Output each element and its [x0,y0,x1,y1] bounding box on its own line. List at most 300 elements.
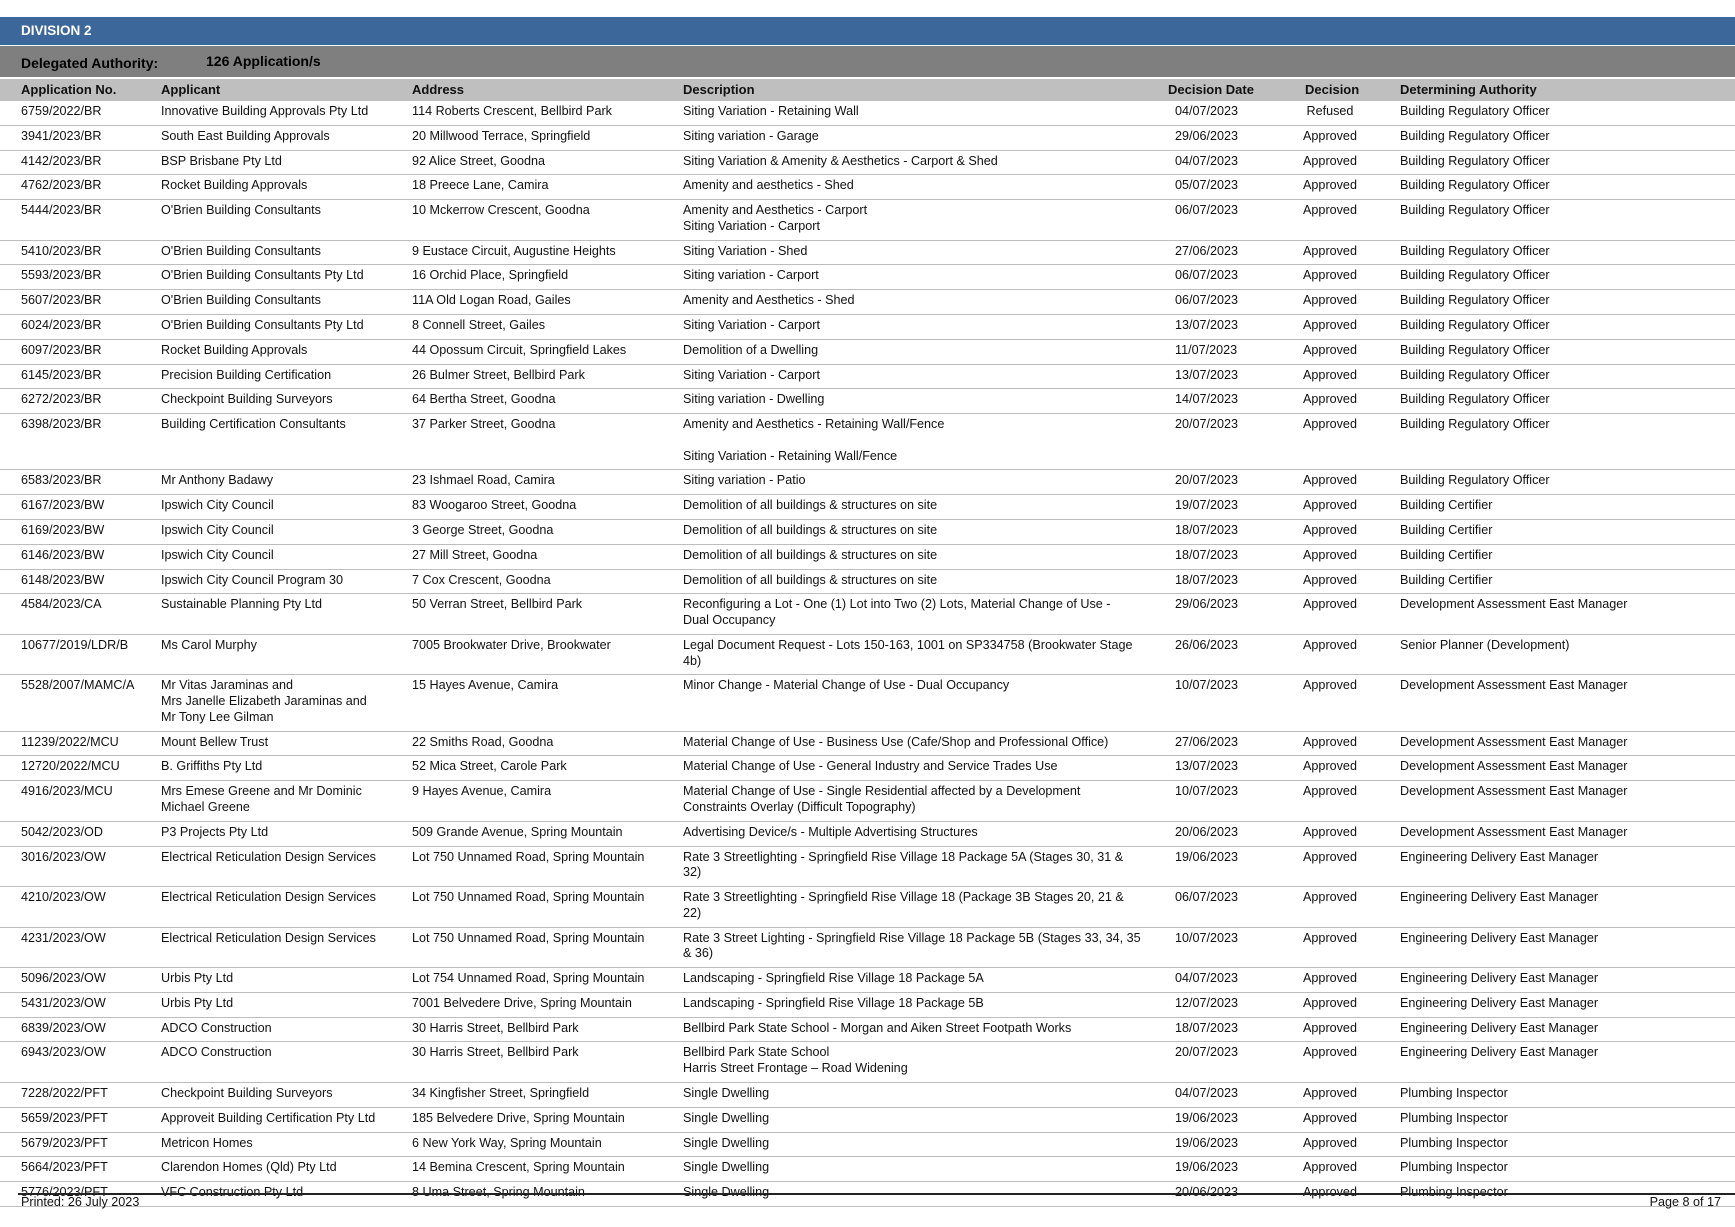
cell-decision: Approved [1303,243,1357,258]
cell-decision-date: 20/06/2023 [1175,824,1239,839]
cell-decision: Approved [1303,995,1357,1010]
header-decision-date: Decision Date [1168,82,1254,97]
table-row [0,847,1735,888]
cell-decision-date: 06/07/2023 [1175,203,1239,218]
cell-decision-date: 18/07/2023 [1175,1020,1239,1035]
cell-decision-date: 18/07/2023 [1175,523,1239,538]
table-row [0,495,1735,520]
cell-decision-date: 04/07/2023 [1175,971,1239,986]
table-row [0,389,1735,414]
header-application-no: Application No. [21,82,117,97]
cell-description: Single Dwelling [683,1110,770,1125]
cell-description: Amenity and aesthetics - Shed [683,178,854,193]
application-count: 126 Application/s [206,53,321,69]
cell-decision-date: 19/06/2023 [1175,849,1239,864]
cell-address: 34 Kingfisher Street, Springfield [412,1085,590,1100]
cell-determining-authority: Building Certifier [1400,498,1493,513]
cell-address: 7001 Belvedere Drive, Spring Mountain [412,995,632,1010]
cell-description: Single Dwelling [683,1085,770,1100]
cell-determining-authority: Plumbing Inspector [1400,1160,1508,1175]
cell-determining-authority: Engineering Delivery East Manager [1400,971,1599,986]
cell-application-no: 6024/2023/BR [21,318,102,333]
cell-decision: Approved [1303,759,1357,774]
cell-description: Bellbird Park State School Harris Street Frontage – Road Widening [683,1045,908,1076]
table-row [0,126,1735,151]
cell-decision-date: 05/07/2023 [1175,178,1239,193]
cell-decision-date: 13/07/2023 [1175,318,1239,333]
cell-decision-date: 20/07/2023 [1175,1045,1239,1060]
cell-application-no: 6583/2023/BR [21,473,102,488]
cell-determining-authority: Building Certifier [1400,547,1493,562]
cell-applicant: Ms Carol Murphy [161,637,257,652]
cell-decision: Approved [1303,153,1357,168]
cell-determining-authority: Building Regulatory Officer [1400,243,1550,258]
cell-decision: Approved [1303,1085,1357,1100]
cell-decision: Approved [1303,572,1357,587]
cell-decision: Approved [1303,178,1357,193]
division-header: DIVISION 2 [0,17,1735,45]
cell-applicant: Rocket Building Approvals [161,178,308,193]
cell-description: Siting Variation - Retaining Wall [683,104,859,118]
cell-decision-date: 26/06/2023 [1175,637,1239,652]
cell-address: 23 Ishmael Road, Camira [412,473,555,488]
cell-description: Demolition of all buildings & structures on site [683,523,938,538]
cell-address: 22 Smiths Road, Goodna [412,734,554,749]
cell-decision-date: 10/07/2023 [1175,784,1239,799]
cell-description: Rate 3 Street Lighting - Springfield Rise Village 18 Package 5B (Stages 33, 34, 35 & 36) [683,930,1141,961]
cell-decision: Approved [1303,392,1357,407]
cell-applicant: B. Griffiths Pty Ltd [161,759,263,774]
cell-applicant: O'Brien Building Consultants [161,243,321,258]
cell-determining-authority: Engineering Delivery East Manager [1400,930,1599,945]
table-row [0,756,1735,781]
table-row [0,968,1735,993]
cell-application-no: 5528/2007/MAMC/A [21,678,135,693]
cell-applicant: Building Certification Consultants [161,417,346,432]
cell-application-no: 4142/2023/BR [21,153,102,168]
cell-description: Demolition of all buildings & structures on site [683,498,938,513]
cell-decision-date: 19/07/2023 [1175,498,1239,513]
cell-applicant: Ipswich City Council Program 30 [161,572,343,587]
cell-applicant: Clarendon Homes (Qld) Pty Ltd [161,1160,337,1175]
cell-decision: Approved [1303,318,1357,333]
cell-decision: Approved [1303,293,1357,308]
cell-application-no: 4231/2023/OW [21,930,106,945]
cell-application-no: 6943/2023/OW [21,1045,106,1060]
cell-address: 83 Woogaroo Street, Goodna [412,498,577,513]
cell-description: Siting variation - Dwelling [683,392,825,407]
cell-applicant: Ipswich City Council [161,547,274,562]
cell-determining-authority: Building Regulatory Officer [1400,203,1550,218]
cell-determining-authority: Building Regulatory Officer [1400,342,1550,357]
table-row [0,1108,1735,1133]
cell-decision-date: 20/07/2023 [1175,473,1239,488]
cell-decision-date: 13/07/2023 [1175,759,1239,774]
table-row [0,151,1735,176]
cell-address: 20 Millwood Terrace, Springfield [412,128,591,143]
cell-application-no: 6169/2023/BW [21,523,105,538]
cell-applicant: O'Brien Building Consultants Pty Ltd [161,318,364,333]
cell-applicant: Electrical Reticulation Design Services [161,930,376,945]
cell-description: Single Dwelling [683,1160,770,1175]
cell-applicant: Checkpoint Building Surveyors [161,392,333,407]
cell-address: 37 Parker Street, Goodna [412,417,556,432]
cell-description: Siting Variation - Shed [683,243,808,258]
table-row [0,887,1735,928]
cell-application-no: 6839/2023/OW [21,1020,106,1035]
cell-applicant: BSP Brisbane Pty Ltd [161,153,282,168]
table-row [0,241,1735,266]
cell-decision: Refused [1306,104,1354,118]
cell-address: 52 Mica Street, Carole Park [412,759,567,774]
cell-decision-date: 20/07/2023 [1175,417,1239,432]
cell-address: 8 Connell Street, Gailes [412,318,546,333]
cell-address: 92 Alice Street, Goodna [412,153,546,168]
cell-applicant: Urbis Pty Ltd [161,971,234,986]
cell-decision: Approved [1303,417,1357,432]
cell-address: Lot 750 Unnamed Road, Spring Mountain [412,930,645,945]
cell-description: Landscaping - Springfield Rise Village 18 Package 5A [683,971,984,986]
cell-address: 509 Grande Avenue, Spring Mountain [412,824,623,839]
cell-decision: Approved [1303,824,1357,839]
cell-application-no: 4210/2023/OW [21,890,106,905]
cell-decision-date: 29/06/2023 [1175,597,1239,612]
header-applicant: Applicant [161,82,221,97]
cell-decision-date: 18/07/2023 [1175,547,1239,562]
cell-address: 7 Cox Crescent, Goodna [412,572,551,587]
cell-applicant: Precision Building Certification [161,367,332,382]
cell-applicant: Approveit Building Certification Pty Ltd [161,1110,376,1125]
cell-applicant: Rocket Building Approvals [161,342,308,357]
cell-description: Siting Variation & Amenity & Aesthetics - Carport & Shed [683,153,998,168]
cell-determining-authority: Building Regulatory Officer [1400,178,1550,193]
cell-applicant: Mount Bellew Trust [161,734,269,749]
cell-address: 9 Eustace Circuit, Augustine Heights [412,243,616,258]
cell-description: Material Change of Use - Business Use (Cafe/Shop and Professional Office) [683,734,1109,749]
cell-decision: Approved [1303,930,1357,945]
table-row [0,928,1735,969]
cell-decision: Approved [1303,473,1357,488]
cell-address: 11A Old Logan Road, Gailes [412,293,571,308]
cell-decision: Approved [1303,367,1357,382]
cell-address: 64 Bertha Street, Goodna [412,392,556,407]
table-row [0,520,1735,545]
cell-determining-authority: Plumbing Inspector [1400,1085,1508,1100]
cell-applicant: ADCO Construction [161,1045,272,1060]
cell-description: Advertising Device/s - Multiple Advertising Structures [683,824,978,839]
cell-description: Single Dwelling [683,1185,770,1200]
cell-applicant: Electrical Reticulation Design Services [161,890,376,905]
cell-application-no: 5444/2023/BR [21,203,102,218]
cell-decision: Approved [1303,128,1357,143]
table-row [0,822,1735,847]
cell-address: Lot 750 Unnamed Road, Spring Mountain [412,890,645,905]
table-row [0,781,1735,822]
cell-address: 50 Verran Street, Bellbird Park [412,597,583,612]
cell-determining-authority: Engineering Delivery East Manager [1400,995,1599,1010]
cell-application-no: 5593/2023/BR [21,268,102,283]
cell-description: Siting Variation - Carport [683,318,820,333]
cell-address: 7005 Brookwater Drive, Brookwater [412,637,611,652]
cell-address: Lot 750 Unnamed Road, Spring Mountain [412,849,645,864]
cell-determining-authority: Senior Planner (Development) [1400,637,1570,652]
cell-description: Material Change of Use - General Industry and Service Trades Use [683,759,1058,774]
table-row [0,1018,1735,1043]
cell-application-no: 5679/2023/PFT [21,1135,108,1150]
cell-determining-authority: Building Certifier [1400,523,1493,538]
cell-determining-authority: Development Assessment East Manager [1400,597,1628,612]
cell-application-no: 6167/2023/BW [21,498,105,513]
cell-description: Siting Variation - Carport [683,367,820,382]
cell-decision: Approved [1303,678,1357,693]
cell-determining-authority: Building Certifier [1400,572,1493,587]
cell-applicant: O'Brien Building Consultants Pty Ltd [161,268,364,283]
cell-description: Demolition of all buildings & structures on site [683,547,938,562]
header-determining-authority: Determining Authority [1400,82,1537,97]
cell-application-no: 6148/2023/BW [21,572,105,587]
cell-decision-date: 04/07/2023 [1175,1085,1239,1100]
cell-decision: Approved [1303,203,1357,218]
table-row [0,993,1735,1018]
cell-decision-date: 11/07/2023 [1175,342,1238,357]
cell-address: 9 Hayes Avenue, Camira [412,784,552,799]
cell-applicant: Mr Vitas Jaraminas and Mrs Janelle Elizabeth Jaraminas and Mr Tony Lee Gilman [161,678,367,724]
cell-decision-date: 04/07/2023 [1175,104,1239,118]
cell-applicant: Checkpoint Building Surveyors [161,1085,333,1100]
cell-application-no: 5659/2023/PFT [21,1110,108,1125]
cell-application-no: 10677/2019/LDR/B [21,637,129,652]
cell-address: 185 Belvedere Drive, Spring Mountain [412,1110,625,1125]
cell-applicant: South East Building Approvals [161,128,330,143]
cell-application-no: 6398/2023/BR [21,417,102,432]
cell-applicant: Sustainable Planning Pty Ltd [161,597,323,612]
cell-determining-authority: Engineering Delivery East Manager [1400,890,1599,905]
header-decision: Decision [1305,82,1360,97]
delegated-authority-bar [0,46,1735,77]
cell-determining-authority: Plumbing Inspector [1400,1185,1508,1200]
cell-determining-authority: Building Regulatory Officer [1400,417,1550,432]
table-row [0,1133,1735,1158]
cell-decision-date: 10/07/2023 [1175,930,1239,945]
table-row [0,265,1735,290]
table-row [0,1157,1735,1182]
cell-decision: Approved [1303,1045,1357,1060]
table-row [0,414,1735,470]
cell-description: Siting variation - Garage [683,128,819,143]
cell-applicant: Mrs Emese Greene and Mr Dominic Michael Greene [161,784,362,814]
cell-decision-date: 18/07/2023 [1175,572,1239,587]
footer-divider [18,1193,1735,1195]
table-row [0,175,1735,200]
table-row [0,200,1735,241]
table-row [0,340,1735,365]
cell-description: Siting variation - Patio [683,473,806,488]
cell-decision-date: 20/06/2023 [1175,1185,1239,1200]
cell-decision-date: 14/07/2023 [1175,392,1239,407]
cell-determining-authority: Plumbing Inspector [1400,1135,1508,1150]
table-row [0,635,1735,676]
cell-description: Demolition of all buildings & structures on site [683,572,938,587]
cell-applicant: O'Brien Building Consultants [161,293,321,308]
cell-determining-authority: Engineering Delivery East Manager [1400,849,1599,864]
cell-determining-authority: Building Regulatory Officer [1400,293,1550,308]
cell-application-no: 5042/2023/OD [21,824,103,839]
cell-determining-authority: Building Regulatory Officer [1400,392,1550,407]
cell-decision: Approved [1303,268,1357,283]
table-row [0,545,1735,570]
cell-address: 44 Opossum Circuit, Springfield Lakes [412,342,627,357]
cell-address: 114 Roberts Crescent, Bellbird Park [412,104,612,118]
cell-application-no: 3016/2023/OW [21,849,106,864]
cell-application-no: 6146/2023/BW [21,547,105,562]
cell-decision-date: 13/07/2023 [1175,367,1239,382]
cell-decision: Approved [1303,1185,1357,1200]
cell-applicant: Mr Anthony Badawy [161,473,274,488]
cell-decision-date: 27/06/2023 [1175,734,1239,749]
cell-decision-date: 10/07/2023 [1175,678,1239,693]
cell-determining-authority: Building Regulatory Officer [1400,104,1550,118]
header-address: Address [412,82,465,97]
cell-determining-authority: Building Regulatory Officer [1400,128,1550,143]
cell-decision: Approved [1303,547,1357,562]
cell-decision-date: 27/06/2023 [1175,243,1239,258]
cell-application-no: 4762/2023/BR [21,178,102,193]
cell-decision: Approved [1303,890,1357,905]
cell-decision: Approved [1303,734,1357,749]
cell-applicant: ADCO Construction [161,1020,272,1035]
cell-address: 10 Mckerrow Crescent, Goodna [412,203,590,218]
cell-applicant: Urbis Pty Ltd [161,995,234,1010]
cell-determining-authority: Building Regulatory Officer [1400,473,1550,488]
cell-address: 6 New York Way, Spring Mountain [412,1135,602,1150]
cell-description: Material Change of Use - Single Residential affected by a Development Constraints Overlay (Difficult Topography) [683,784,1081,814]
cell-determining-authority: Development Assessment East Manager [1400,734,1628,749]
cell-determining-authority: Development Assessment East Manager [1400,784,1628,799]
cell-applicant: Ipswich City Council [161,498,274,513]
cell-address: 15 Hayes Avenue, Camira [412,678,559,693]
cell-applicant: Innovative Building Approvals Pty Ltd [161,104,369,118]
cell-decision: Approved [1303,523,1357,538]
cell-application-no: 5096/2023/OW [21,971,106,986]
table-row [0,570,1735,595]
cell-application-no: 11239/2022/MCU [21,734,119,749]
cell-description: Amenity and Aesthetics - Shed [683,293,855,308]
cell-description: Minor Change - Material Change of Use - Dual Occupancy [683,678,1010,693]
cell-determining-authority: Plumbing Inspector [1400,1110,1508,1125]
cell-description: Amenity and Aesthetics - Retaining Wall/Fence Siting Variation - Retaining Wall/Fence [683,417,945,463]
table-row [0,1042,1735,1083]
cell-decision: Approved [1303,1160,1357,1175]
applications-table-body [0,101,1735,1207]
table-header [0,79,1735,101]
cell-application-no: 7228/2022/PFT [21,1085,108,1100]
table-row [0,1083,1735,1108]
cell-decision: Approved [1303,342,1357,357]
table-row [0,470,1735,495]
cell-application-no: 5776/2023/PFT [21,1185,108,1200]
cell-decision: Approved [1303,1020,1357,1035]
cell-address: 8 Uma Street, Spring Mountain [412,1185,585,1200]
cell-address: 3 George Street, Goodna [412,523,554,538]
cell-determining-authority: Development Assessment East Manager [1400,824,1628,839]
cell-decision-date: 19/06/2023 [1175,1160,1239,1175]
cell-applicant: P3 Projects Pty Ltd [161,824,269,839]
cell-decision-date: 29/06/2023 [1175,128,1239,143]
cell-application-no: 5664/2023/PFT [21,1160,108,1175]
cell-decision-date: 06/07/2023 [1175,293,1239,308]
header-description: Description [683,82,755,97]
cell-application-no: 6759/2022/BR [21,104,102,118]
page-number: Page 8 of 17 [1649,1195,1721,1209]
cell-determining-authority: Engineering Delivery East Manager [1400,1045,1599,1060]
cell-description: Siting variation - Carport [683,268,819,283]
cell-description: Demolition of a Dwelling [683,342,819,357]
cell-decision: Approved [1303,498,1357,513]
cell-decision: Approved [1303,784,1357,799]
table-row [0,290,1735,315]
cell-applicant: O'Brien Building Consultants [161,203,321,218]
cell-address: 14 Bemina Crescent, Spring Mountain [412,1160,625,1175]
cell-determining-authority: Building Regulatory Officer [1400,153,1550,168]
cell-decision: Approved [1303,1110,1357,1125]
cell-address: 30 Harris Street, Bellbird Park [412,1045,579,1060]
cell-applicant: Ipswich City Council [161,523,274,538]
cell-application-no: 3941/2023/BR [21,128,102,143]
cell-determining-authority: Building Regulatory Officer [1400,268,1550,283]
table-row [0,732,1735,757]
cell-application-no: 6272/2023/BR [21,392,102,407]
cell-decision-date: 06/07/2023 [1175,268,1239,283]
cell-description: Rate 3 Streetlighting - Springfield Rise Village 18 Package 5A (Stages 30, 31 & 32) [683,849,1124,880]
cell-address: 26 Bulmer Street, Bellbird Park [412,367,585,382]
cell-application-no: 5607/2023/BR [21,293,102,308]
cell-application-no: 6145/2023/BR [21,367,102,382]
cell-determining-authority: Development Assessment East Manager [1400,759,1628,774]
table-row [0,101,1735,126]
cell-description: Reconfiguring a Lot - One (1) Lot into Two (2) Lots, Material Change of Use - Dual Occupancy [683,597,1111,628]
table-row [0,365,1735,390]
cell-decision: Approved [1303,637,1357,652]
cell-address: 27 Mill Street, Goodna [412,547,538,562]
cell-determining-authority: Engineering Delivery East Manager [1400,1020,1599,1035]
cell-decision-date: 04/07/2023 [1175,153,1239,168]
cell-decision: Approved [1303,1135,1357,1150]
cell-address: Lot 754 Unnamed Road, Spring Mountain [412,971,645,986]
cell-description: Landscaping - Springfield Rise Village 18 Package 5B [683,995,984,1010]
cell-applicant: VFC Construction Pty Ltd [161,1185,304,1200]
cell-decision: Approved [1303,597,1357,612]
cell-address: 30 Harris Street, Bellbird Park [412,1020,579,1035]
cell-decision-date: 06/07/2023 [1175,890,1239,905]
cell-description: Rate 3 Streetlighting - Springfield Rise Village 18 (Package 3B Stages 20, 21 & 22) [683,890,1124,920]
delegated-authority-label: Delegated Authority: [21,55,159,71]
cell-decision-date: 19/06/2023 [1175,1110,1239,1125]
cell-application-no: 5410/2023/BR [21,243,102,258]
table-row [0,315,1735,340]
cell-address: 18 Preece Lane, Camira [412,178,549,193]
cell-application-no: 5431/2023/OW [21,995,106,1010]
cell-determining-authority: Development Assessment East Manager [1400,678,1628,693]
table-row [0,594,1735,635]
cell-determining-authority: Building Regulatory Officer [1400,318,1550,333]
cell-decision: Approved [1303,849,1357,864]
printed-date: Printed: 26 July 2023 [21,1195,140,1209]
cell-description: Single Dwelling [683,1135,770,1150]
cell-applicant: Metricon Homes [161,1135,253,1150]
cell-decision: Approved [1303,971,1357,986]
cell-description: Bellbird Park State School - Morgan and Aiken Street Footpath Works [683,1020,1072,1035]
cell-application-no: 12720/2022/MCU [21,759,120,774]
